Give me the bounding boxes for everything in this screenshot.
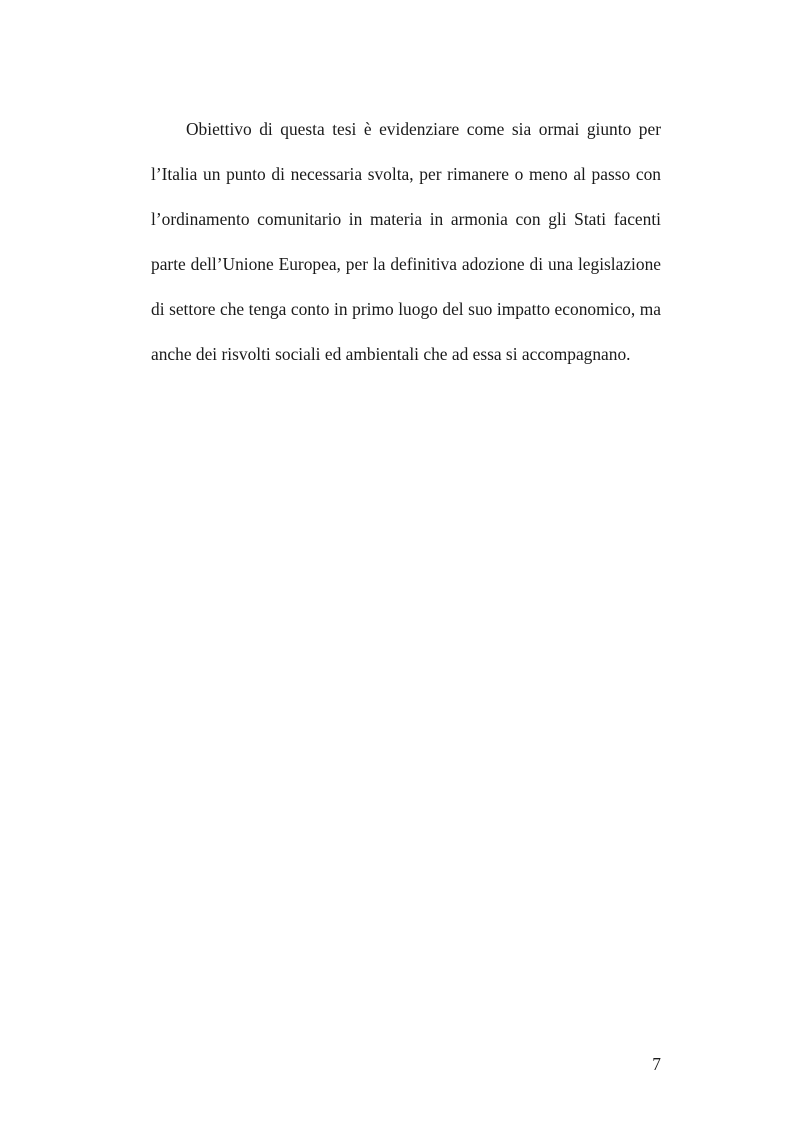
page-number: 7 xyxy=(652,1054,661,1074)
paragraph: Obiettivo di questa tesi è evidenziare come sia ormai giunto per l’Italia un punto di necessaria svolta, per rimanere o meno al passo con l’ordinamento comunitario in materia in armonia con gli Stati facenti parte dell’Unione Europea, per la definitiva adozione di una legislazione di settore che tenga conto in primo luogo del suo impatto economico, ma anche dei risvolti sociali ed ambientali che ad essa si accompagnano. xyxy=(151,119,661,364)
body-text xyxy=(151,107,661,377)
